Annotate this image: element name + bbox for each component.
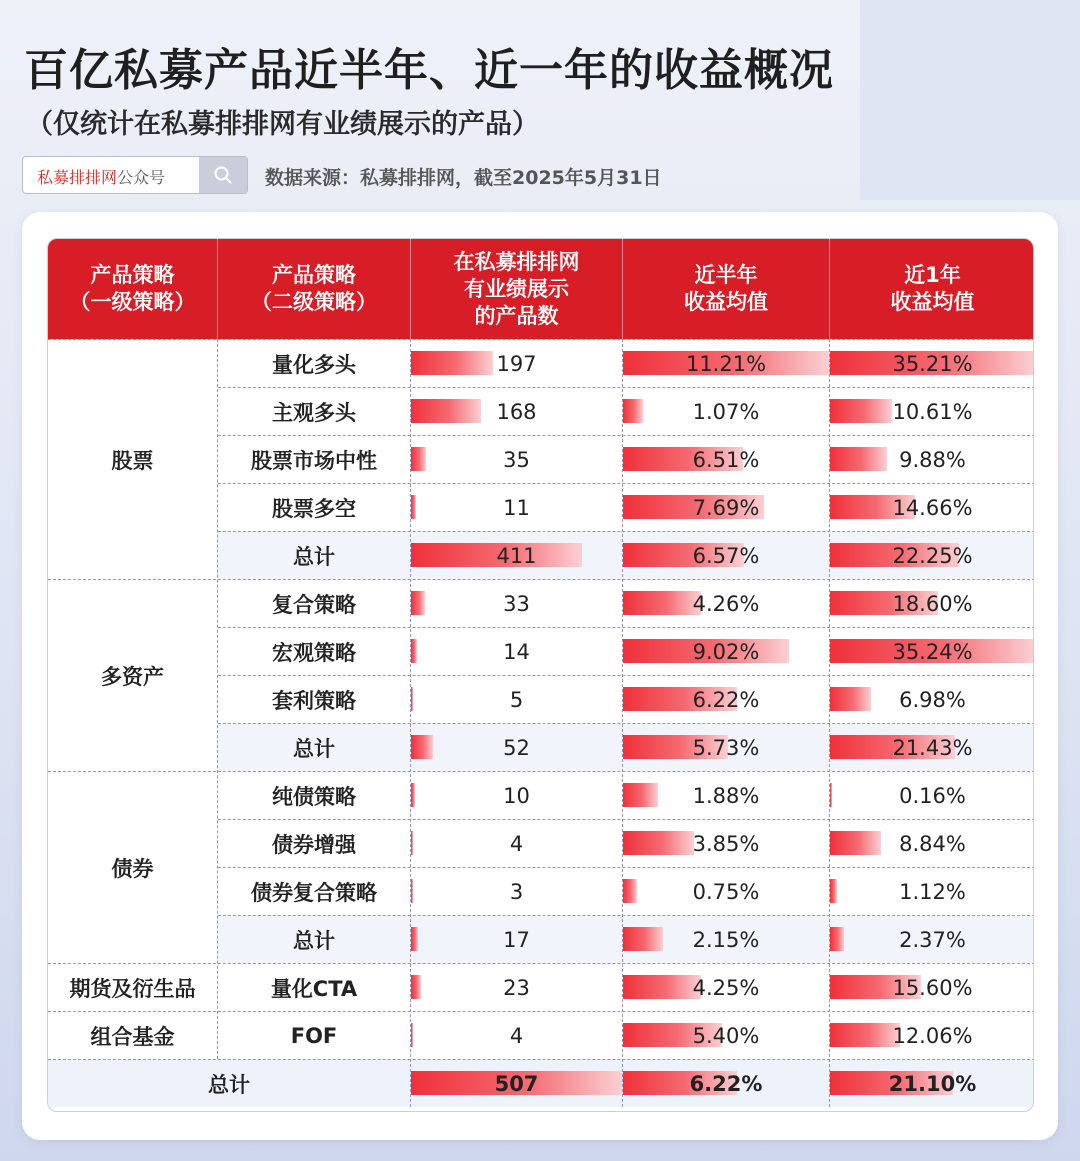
corner-background xyxy=(860,0,1080,200)
year-value: 21.10% xyxy=(888,1072,977,1096)
strategy-name: 总计 xyxy=(293,545,335,569)
table-header xyxy=(48,239,1034,339)
search-icon xyxy=(213,165,233,185)
search-brand: 私募排排网 xyxy=(37,168,118,187)
count-value: 52 xyxy=(503,736,530,760)
half-value: 6.57% xyxy=(692,544,760,568)
count-value: 507 xyxy=(494,1072,539,1096)
group-name: 期货及衍生品 xyxy=(48,964,217,1011)
strategy-name: 总计 xyxy=(293,929,335,953)
half-value: 7.69% xyxy=(692,496,760,520)
search-button[interactable] xyxy=(199,157,247,193)
half-value: 6.22% xyxy=(692,688,760,712)
group-name: 组合基金 xyxy=(48,1012,217,1059)
column-divider xyxy=(410,339,411,1107)
column-divider xyxy=(217,339,218,1059)
year-value: 35.24% xyxy=(892,640,973,664)
count-value: 10 xyxy=(503,784,530,808)
page-subtitle: （仅统计在私募排排网有业绩展示的产品） xyxy=(26,109,539,140)
count-value: 11 xyxy=(503,496,530,520)
strategy-name: 量化多头 xyxy=(272,353,356,377)
search-text xyxy=(37,165,165,188)
strategy-name: 股票多空 xyxy=(272,497,356,521)
strategy-name: 债券增强 xyxy=(272,833,356,857)
strategy-name: FOF xyxy=(290,1024,338,1048)
half-value: 4.25% xyxy=(692,976,760,1000)
page-title: 百亿私募产品近半年、近一年的收益概况 xyxy=(24,45,834,96)
strategy-name: 复合策略 xyxy=(272,593,356,617)
strategy-name: 股票市场中性 xyxy=(251,449,377,473)
half-value: 0.75% xyxy=(692,880,760,904)
year-value: 2.37% xyxy=(899,928,966,952)
count-value: 33 xyxy=(503,592,530,616)
count-value: 168 xyxy=(496,400,537,424)
half-value: 6.22% xyxy=(689,1072,763,1096)
group-name: 债券 xyxy=(48,772,217,963)
header-one-year-return: 近1年 收益均值 xyxy=(890,263,975,314)
count-value: 17 xyxy=(503,928,530,952)
half-value: 11.21% xyxy=(685,352,767,376)
strategy-name: 债券复合策略 xyxy=(251,881,377,905)
strategy-name: 主观多头 xyxy=(272,401,356,425)
count-value: 14 xyxy=(503,640,530,664)
header-product-count: 在私募排排网 有业绩展示 的产品数 xyxy=(453,249,580,328)
year-value: 35.21% xyxy=(892,352,973,376)
group-name: 股票 xyxy=(48,340,217,579)
strategy-name: 宏观策略 xyxy=(272,641,356,665)
header-level1-strategy: 产品策略 （一级策略） xyxy=(69,263,196,314)
half-value: 1.07% xyxy=(692,400,760,424)
grand-total-row xyxy=(48,1059,1034,1107)
half-value: 1.88% xyxy=(692,784,760,808)
count-value: 5 xyxy=(509,688,524,712)
half-value: 6.51% xyxy=(692,448,760,472)
count-value: 4 xyxy=(509,1024,524,1048)
search-suffix: 公众号 xyxy=(117,168,166,187)
year-value: 6.98% xyxy=(899,688,966,712)
year-value: 14.66% xyxy=(892,496,973,520)
year-value: 15.60% xyxy=(892,976,973,1000)
data-source: 数据来源：私募排排网，截至2025年5月31日 xyxy=(265,167,662,189)
year-value: 18.60% xyxy=(892,592,973,616)
half-value: 2.15% xyxy=(692,928,760,952)
year-value: 9.88% xyxy=(899,448,966,472)
count-value: 35 xyxy=(503,448,530,472)
header-half-year-return: 近半年 收益均值 xyxy=(684,263,768,314)
year-value: 21.43% xyxy=(892,736,973,760)
strategy-name: 量化CTA xyxy=(270,977,358,1001)
half-value: 5.40% xyxy=(692,1024,760,1048)
grand-total-label: 总计 xyxy=(208,1073,250,1097)
count-value: 197 xyxy=(496,352,537,376)
count-value: 23 xyxy=(503,976,530,1000)
half-value: 3.85% xyxy=(692,832,760,856)
count-value: 3 xyxy=(509,880,524,904)
half-value: 5.73% xyxy=(692,736,760,760)
half-value: 9.02% xyxy=(692,640,760,664)
header-level2-strategy: 产品策略 （二级策略） xyxy=(251,263,377,314)
year-value: 12.06% xyxy=(892,1024,973,1048)
strategy-name: 套利策略 xyxy=(272,689,356,713)
count-value: 4 xyxy=(509,832,524,856)
search-box[interactable] xyxy=(22,156,248,194)
half-value: 4.26% xyxy=(692,592,760,616)
year-value: 0.16% xyxy=(899,784,966,808)
column-divider xyxy=(829,339,830,1107)
year-value: 22.25% xyxy=(892,544,973,568)
count-value: 411 xyxy=(496,544,537,568)
group-name: 多资产 xyxy=(48,580,217,771)
strategy-name: 总计 xyxy=(293,737,335,761)
year-value: 8.84% xyxy=(899,832,966,856)
year-value: 10.61% xyxy=(892,400,973,424)
returns-table xyxy=(47,238,1034,1112)
year-value: 1.12% xyxy=(899,880,966,904)
column-divider xyxy=(622,339,623,1107)
strategy-name: 纯债策略 xyxy=(272,785,356,809)
